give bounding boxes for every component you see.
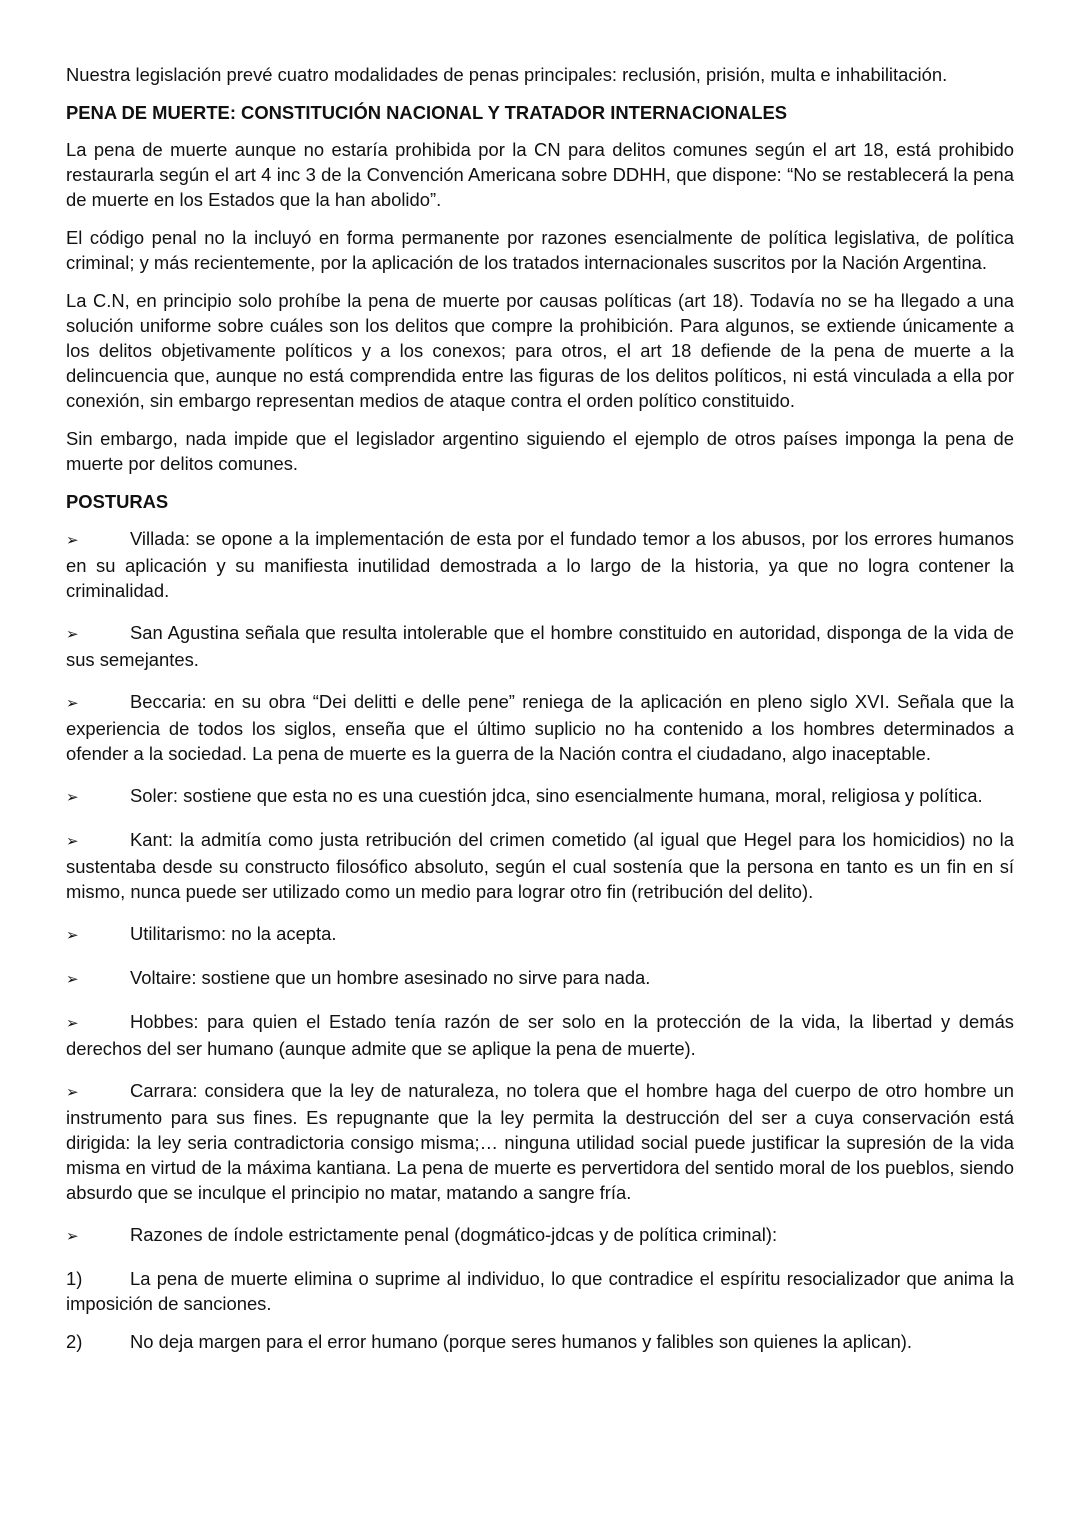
paragraph-causas-politicas: La C.N, en principio solo prohíbe la pena de muerte por causas políticas (art 18). Todavía no se ha llegado a una solución uniforme sobre cuáles son los delitos que compre la prohibición. Para algunos, se extiende únicamente a los delitos objetivamente políticos y a los conexos; para otros, el art 18 defiende de la pena de muerte a la delincuencia que, aunque no está comprendida entre las figuras de los delitos políticos, ni está vinculada a ella por conexión, sin embargo representan medios de ataque contra el orden político constituido. — [66, 290, 1014, 411]
arrow-bullet-icon: ➢ — [66, 626, 79, 643]
arrow-bullet-icon: ➢ — [66, 833, 79, 850]
posture-item-san-agustina — [66, 620, 1014, 672]
posture-text: Villada: se opone a la implementación de esta por el fundado temor a los abusos, por los errores humanos en su aplicación y su manifiesta inutilidad demostrada a lo largo de la historia, ya que no logra contener la criminalidad. — [66, 528, 1014, 601]
posture-text: Soler: sostiene que esta no es una cuestión jdca, sino esencialmente humana, moral, religiosa y política. — [130, 785, 983, 806]
paragraph-cn-prohibicion: La pena de muerte aunque no estaría prohibida por la CN para delitos comunes según el art 18, está prohibido restaurarla según el art 4 inc 3 de la Convención Americana sobre DDHH, que dispone: “No se restablecerá la pena de muerte en los Estados que la han abolido”. — [66, 139, 1014, 210]
posture-text: Razones de índole estrictamente penal (dogmático-jdcas y de política criminal): — [130, 1224, 778, 1245]
posture-text: San Agustina señala que resulta intolerable que el hombre constituido en autoridad, disponga de la vida de sus semejantes. — [66, 622, 1014, 670]
posture-item-beccaria — [66, 689, 1014, 766]
paragraph-legislador: Sin embargo, nada impide que el legislador argentino siguiendo el ejemplo de otros países imponga la pena de muerte por delitos comunes. — [66, 428, 1014, 474]
arrow-bullet-icon: ➢ — [66, 1228, 79, 1245]
posture-text: Beccaria: en su obra “Dei delitti e delle pene” reniega de la aplicación en pleno siglo XVI. Señala que la experiencia de todos los siglos, enseña que el último suplicio no ha contenido a los hombres determinados a ofender a la sociedad. La pena de muerte es la guerra de la Nación contra el ciudadano, algo inaceptable. — [66, 691, 1014, 764]
arrow-bullet-icon: ➢ — [66, 971, 79, 988]
reason-text: La pena de muerte elimina o suprime al individuo, lo que contradice el espíritu resocializador que anima la imposición de sanciones. — [66, 1268, 1014, 1314]
posture-item-utilitarismo — [66, 921, 1014, 948]
posture-item-soler — [66, 783, 1014, 810]
reason-item-2 — [66, 1329, 1014, 1354]
section-title-pena-de-muerte: PENA DE MUERTE: CONSTITUCIÓN NACIONAL Y TRATADOR INTERNACIONALES — [66, 102, 787, 123]
posture-text: Hobbes: para quien el Estado tenía razón de ser solo en la protección de la vida, la libertad y demás derechos del ser humano (aunque admite que se aplique la pena de muerte). — [66, 1011, 1014, 1059]
reason-number: 2) — [66, 1331, 83, 1352]
posture-text: Utilitarismo: no la acepta. — [130, 923, 337, 944]
arrow-bullet-icon: ➢ — [66, 532, 79, 549]
paragraph-codigo-penal: El código penal no la incluyó en forma permanente por razones esencialmente de política legislativa, de política criminal; y más recientemente, por la aplicación de los tratados internacionales suscritos por la Nación Argentina. — [66, 227, 1014, 273]
arrow-bullet-icon: ➢ — [66, 927, 79, 944]
posture-item-voltaire — [66, 965, 1014, 992]
arrow-bullet-icon: ➢ — [66, 695, 79, 712]
posture-item-villada — [66, 526, 1014, 603]
arrow-bullet-icon: ➢ — [66, 1084, 79, 1101]
arrow-bullet-icon: ➢ — [66, 1015, 79, 1032]
section-title-posturas: POSTURAS — [66, 491, 169, 512]
posture-text: Carrara: considera que la ley de naturaleza, no tolera que el hombre haga del cuerpo de otro hombre un instrumento para sus fines. Es repugnante que la ley permita la destrucción del ser a cuya conservación está dirigida: la ley seria contradictoria consigo misma;… ninguna utilidad social puede justificar la supresión de la vida misma en virtud de la máxima kantiana. La pena de muerte es pervertidora del sentido moral de los pueblos, siendo absurdo que se inculque el principio no matar, matando a sangre fría. — [66, 1080, 1014, 1203]
reason-text: No deja margen para el error humano (porque seres humanos y falibles son quienes la aplican). — [130, 1331, 913, 1352]
document-page — [66, 62, 1014, 1367]
posture-text: Voltaire: sostiene que un hombre asesinado no sirve para nada. — [130, 967, 651, 988]
posture-item-hobbes — [66, 1009, 1014, 1061]
arrow-bullet-icon: ➢ — [66, 789, 79, 806]
reason-item-1 — [66, 1266, 1014, 1316]
posture-item-carrara — [66, 1078, 1014, 1205]
posture-text: Kant: la admitía como justa retribución del crimen cometido (al igual que Hegel para los homicidios) no la sustentaba desde su constructo filosófico absoluto, según el cual sostenía que la persona en tanto es un fin en sí mismo, nunca puede ser utilizado como un medio para lograr otro fin (retribución del delito). — [66, 829, 1014, 902]
reason-number: 1) — [66, 1268, 83, 1289]
posture-item-kant — [66, 827, 1014, 904]
posture-item-razones-penales — [66, 1222, 1014, 1249]
intro-paragraph: Nuestra legislación prevé cuatro modalidades de penas principales: reclusión, prisión, multa e inhabilitación. — [66, 64, 948, 85]
